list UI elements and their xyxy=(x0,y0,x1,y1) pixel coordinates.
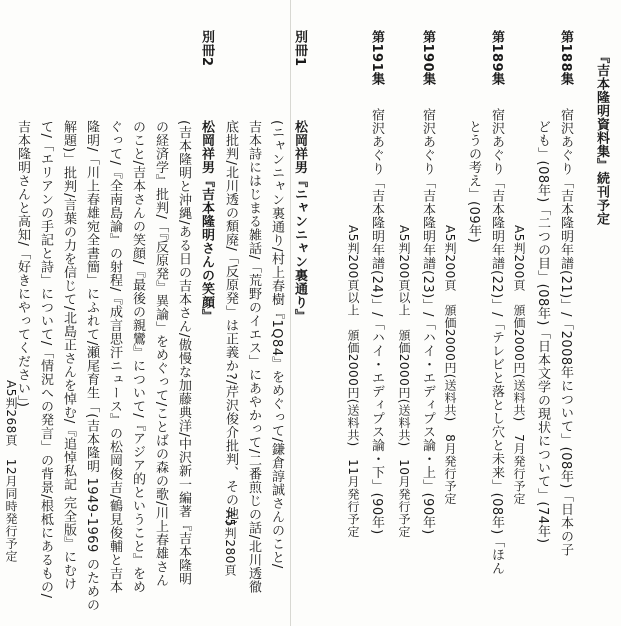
document-title: 『吉本隆明資料集』続刊予定 xyxy=(594,50,609,226)
bessatsu2-line-2: の経済学』批判/「『反原発』異論」をめぐって/ことばの森の歌/川上春雄さん xyxy=(153,120,168,588)
volume-190-label: 第190集 xyxy=(420,30,435,86)
bessatsu2-label: 別冊2 xyxy=(199,30,214,67)
volume-190-line-1: 宿沢あぐり「吉本隆明年譜(23)」/「ハイ・エディプス論・上」(90年) xyxy=(420,108,435,535)
volume-191-line-1: 宿沢あぐり「吉本隆明年譜(24)」/「ハイ・エディプス論・下」(90年) xyxy=(369,108,384,535)
volume-190-price: A5判200頁以上 頒価2000円(送料共) 10月発行予定 xyxy=(397,225,411,538)
bessatsu1-price: A5判280頁 xyxy=(223,510,237,577)
volume-188-label: 第188集 xyxy=(558,30,573,86)
bessatsu2-title: 松岡祥男『吉本隆明さんの笑顔』 xyxy=(199,120,214,323)
volume-189-price: A5判200頁 頒価2000円(送料共) 8月発行予定 xyxy=(443,225,457,505)
bessatsu2-line-5: 隆明/「川上春雄宛全書簡」にふれて/瀬尾育生「(吉本隆明 1949-1969 のための xyxy=(84,120,99,612)
bessatsu2-line-8: 吉本隆明さんと高知/「好きにやってください」) xyxy=(15,120,30,408)
bessatsu1-line-2: 吉本詩にはじまる雑話/「荒野のイエス」にあやかって/二番煎じの話/北川透徹 xyxy=(246,120,261,594)
volume-188-price: A5判200頁 頒価2000円(送料共) 7月発行予定 xyxy=(512,225,526,505)
volume-188-line-2: ども」(08年)「二つの目」(08年)「日本文学の現状について」(74年) xyxy=(535,120,550,544)
bessatsu1-title: 松岡祥男『ニャンニャン裏通り』 xyxy=(292,120,307,323)
volume-189-label: 第189集 xyxy=(489,30,504,86)
bessatsu1-line-3: 底批判/北川透の頽廃/「反原発」は正義か?/芹沢俊介批判、その他) xyxy=(223,120,238,526)
bessatsu2-line-6: 解題)」批判/言葉の力を信じて/北島正さんを悼む/『追悼私記 完全版』にむけ xyxy=(61,120,76,591)
volume-188-line-1: 宿沢あぐり「吉本隆明年譜(21)」/「2008年について」(08年)「日本の子 xyxy=(558,108,573,557)
volume-191-price: A5判200頁以上 頒価2000円(送料共) 11月発行予定 xyxy=(346,225,360,538)
volume-191-label: 第191集 xyxy=(369,30,384,86)
bessatsu2-line-1: (吉本隆明と沖縄/ある日の吉本さん/傲慢な加藤典洋/中沢新一編著『吉本隆明 xyxy=(176,120,191,586)
bessatsu1-line-1: (ニャンニャン裏通り/村上春樹『1Q84』をめぐって/鎌倉諄誠さんのこと/ xyxy=(269,120,284,569)
volume-189-line-1: 宿沢あぐり「吉本隆明年譜(22)」/「テレビと落とし穴と未来」(08年)「ほん xyxy=(489,108,504,576)
bessatsu1-label: 別冊1 xyxy=(292,30,307,67)
bessatsu2-price: A5判268頁 12月同時発行予定 xyxy=(4,380,18,563)
bessatsu2-line-3: のこと/吉本さんの笑顔/『最後の親鸞』について/『アジア的ということ』をめ xyxy=(130,120,145,594)
bessatsu2-line-7: て/「エリアンの手記と詩」について/「情況への発言」の背景/根柢にあるもの/ xyxy=(38,120,53,599)
bessatsu2-line-4: ぐって/『全南島論』の射程/『成言思汗ニュース』の松岡俊吉/鶴見俊輔と吉本 xyxy=(107,120,122,594)
volume-189-line-2: とうの考え」(09年) xyxy=(466,120,481,244)
